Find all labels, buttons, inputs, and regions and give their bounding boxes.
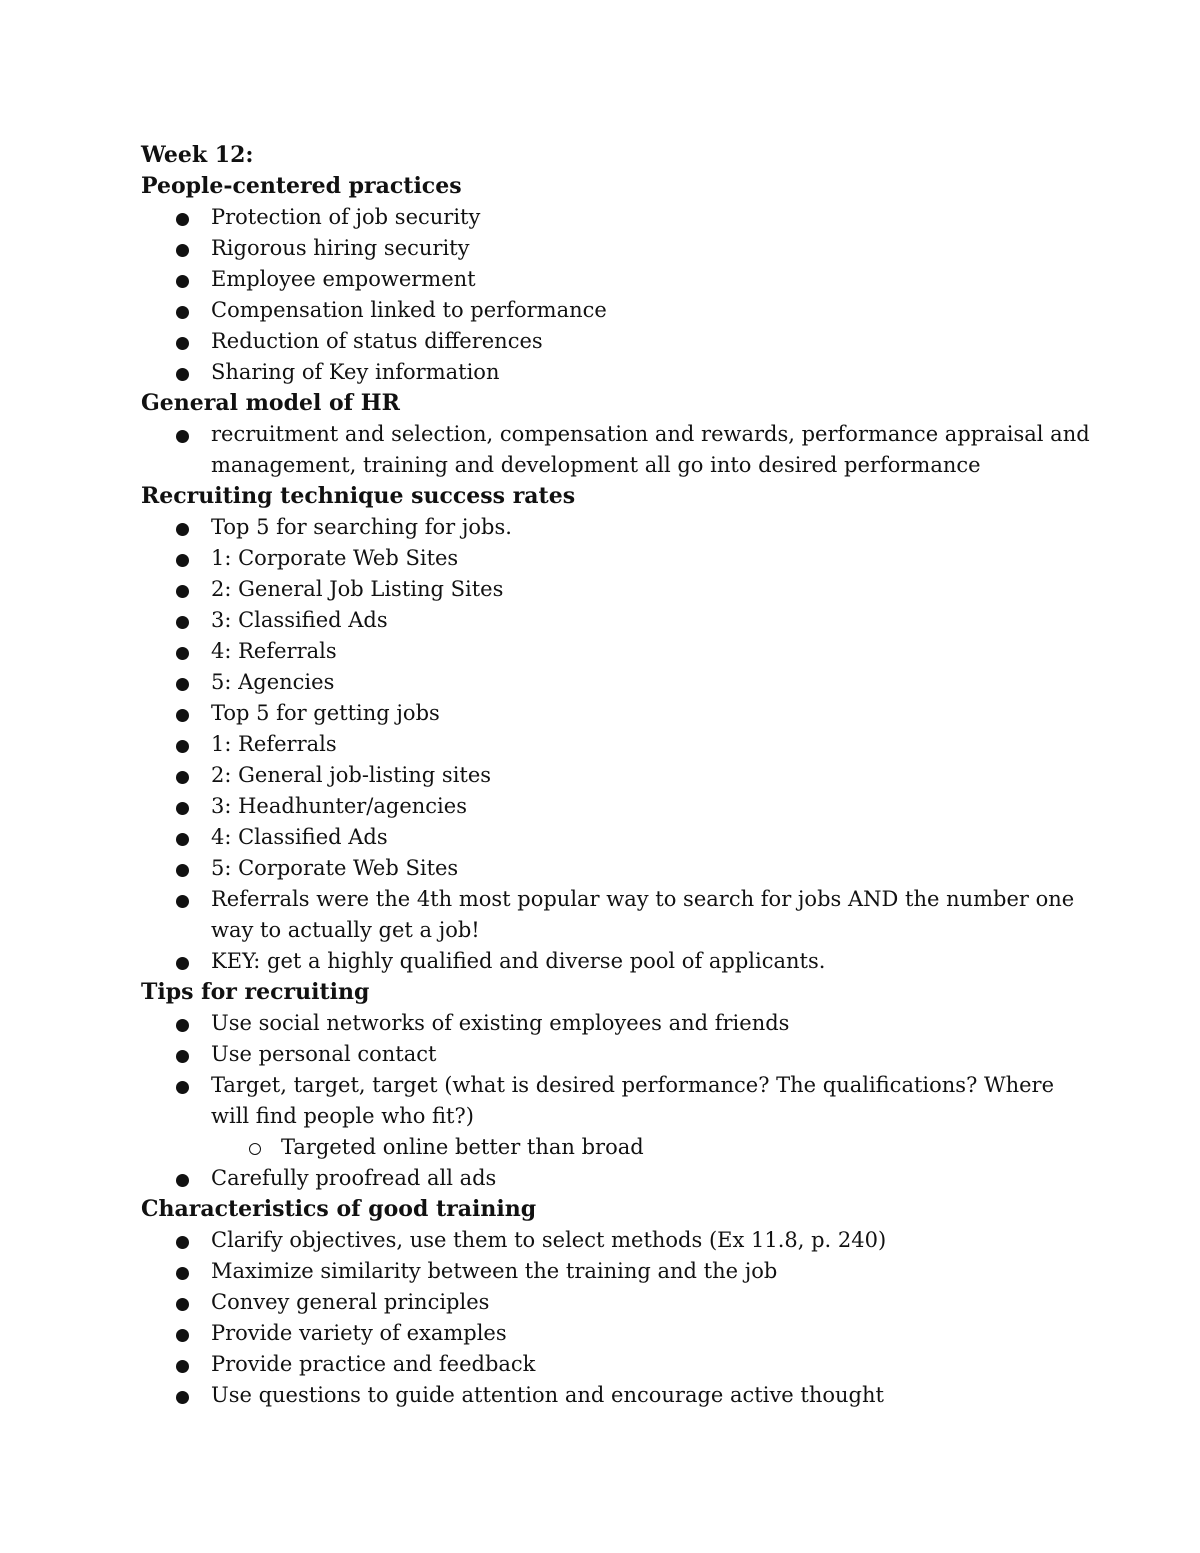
bullet-icon bbox=[176, 1174, 189, 1187]
list-item: 1: Referrals bbox=[141, 729, 1091, 760]
list-item: Provide practice and feedback bbox=[141, 1349, 1091, 1380]
list-item: KEY: get a highly qualified and diverse pool of applicants. bbox=[141, 946, 1091, 977]
list-item: Carefully proofread all ads bbox=[141, 1163, 1091, 1194]
bullet-icon bbox=[176, 1050, 189, 1063]
bullet-icon bbox=[176, 1329, 189, 1342]
list-item: Use questions to guide attention and encourage active thought bbox=[141, 1380, 1091, 1411]
bullet-icon bbox=[176, 678, 189, 691]
bullet-icon bbox=[176, 430, 189, 443]
bullet-icon bbox=[176, 833, 189, 846]
list-item: 2: General job-listing sites bbox=[141, 760, 1091, 791]
section-heading-good-training: Characteristics of good training bbox=[141, 1196, 537, 1222]
bullet-icon bbox=[176, 1236, 189, 1249]
sub-list-item: Targeted online better than broad bbox=[211, 1132, 1091, 1163]
section-heading-general-model: General model of HR bbox=[141, 390, 400, 416]
list-item: Compensation linked to performance bbox=[141, 295, 1091, 326]
bullet-list-general-model bbox=[141, 419, 1091, 481]
sub-bullet-list bbox=[211, 1132, 1091, 1163]
list-item: Employee empowerment bbox=[141, 264, 1091, 295]
bullet-icon bbox=[176, 1019, 189, 1032]
bullet-icon bbox=[176, 802, 189, 815]
list-item: Use personal contact bbox=[141, 1039, 1091, 1070]
section-heading-tips-recruiting: Tips for recruiting bbox=[141, 979, 370, 1005]
bullet-icon bbox=[176, 1298, 189, 1311]
bullet-icon bbox=[176, 213, 189, 226]
bullet-icon bbox=[176, 1267, 189, 1280]
bullet-icon bbox=[176, 337, 189, 350]
document-page bbox=[141, 140, 1091, 1411]
list-item: Target, target, target (what is desired performance? The qualifications? Where will find people who fit?) Targeted online better than broad bbox=[141, 1070, 1091, 1163]
week-title: Week 12: bbox=[141, 142, 254, 168]
list-item: recruitment and selection, compensation and rewards, performance appraisal and management, training and development all go into desired performance bbox=[141, 419, 1091, 481]
list-item: Maximize similarity between the training and the job bbox=[141, 1256, 1091, 1287]
bullet-icon bbox=[176, 864, 189, 877]
bullet-list-good-training bbox=[141, 1225, 1091, 1411]
list-item: Convey general principles bbox=[141, 1287, 1091, 1318]
bullet-icon bbox=[176, 523, 189, 536]
list-item: 1: Corporate Web Sites bbox=[141, 543, 1091, 574]
hollow-bullet-icon bbox=[249, 1143, 261, 1155]
bullet-icon bbox=[176, 740, 189, 753]
list-item: 5: Agencies bbox=[141, 667, 1091, 698]
bullet-icon bbox=[176, 554, 189, 567]
list-item: Reduction of status differences bbox=[141, 326, 1091, 357]
bullet-icon bbox=[176, 616, 189, 629]
bullet-icon bbox=[176, 957, 189, 970]
list-item: 2: General Job Listing Sites bbox=[141, 574, 1091, 605]
section-heading-recruiting-rates: Recruiting technique success rates bbox=[141, 483, 576, 509]
bullet-icon bbox=[176, 647, 189, 660]
list-item: Clarify objectives, use them to select methods (Ex 11.8, p. 240) bbox=[141, 1225, 1091, 1256]
list-item: Sharing of Key information bbox=[141, 357, 1091, 388]
bullet-icon bbox=[176, 895, 189, 908]
list-item: Top 5 for searching for jobs. bbox=[141, 512, 1091, 543]
bullet-icon bbox=[176, 585, 189, 598]
section-heading-people-centered: People-centered practices bbox=[141, 173, 462, 199]
list-item: 4: Referrals bbox=[141, 636, 1091, 667]
list-item: Use social networks of existing employees and friends bbox=[141, 1008, 1091, 1039]
bullet-icon bbox=[176, 771, 189, 784]
bullet-icon bbox=[176, 368, 189, 381]
list-item: Provide variety of examples bbox=[141, 1318, 1091, 1349]
bullet-icon bbox=[176, 1391, 189, 1404]
bullet-icon bbox=[176, 1081, 189, 1094]
bullet-icon bbox=[176, 244, 189, 257]
bullet-icon bbox=[176, 1360, 189, 1373]
list-item: Rigorous hiring security bbox=[141, 233, 1091, 264]
bullet-icon bbox=[176, 306, 189, 319]
list-item: 3: Headhunter/agencies bbox=[141, 791, 1091, 822]
bullet-list-people-centered bbox=[141, 202, 1091, 388]
list-item: Referrals were the 4th most popular way to search for jobs AND the number one way to actually get a job! bbox=[141, 884, 1091, 946]
bullet-list-recruiting-rates bbox=[141, 512, 1091, 977]
bullet-list-tips-recruiting bbox=[141, 1008, 1091, 1194]
list-item: 3: Classified Ads bbox=[141, 605, 1091, 636]
bullet-icon bbox=[176, 275, 189, 288]
list-item: Top 5 for getting jobs bbox=[141, 698, 1091, 729]
list-item: 5: Corporate Web Sites bbox=[141, 853, 1091, 884]
bullet-icon bbox=[176, 709, 189, 722]
list-item: 4: Classified Ads bbox=[141, 822, 1091, 853]
list-item: Protection of job security bbox=[141, 202, 1091, 233]
